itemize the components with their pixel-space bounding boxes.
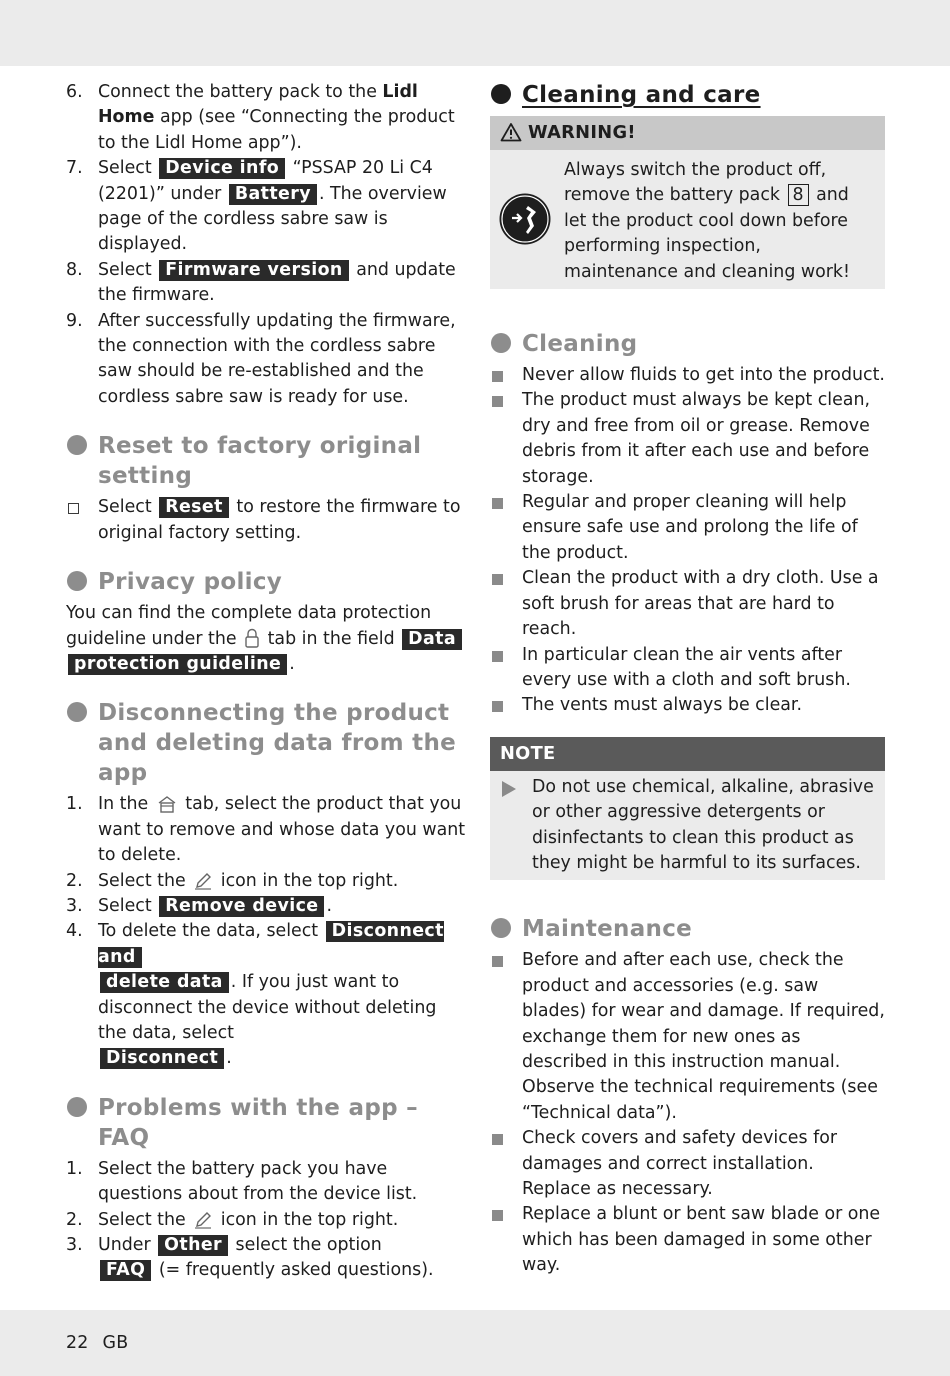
battery-pack-ref: 8 [788,184,809,206]
disconnect-tag: Disconnect [100,1048,224,1069]
faq-steps [66,1157,466,1284]
maintenance-list [490,948,885,1278]
square-bullet-icon [492,371,503,382]
maintenance-heading: Maintenance [490,914,885,944]
left-column [66,80,466,1284]
list-item: Select Reset to restore the firmware to original factory setting. [66,495,466,546]
list-item: 2. Select the icon in the top right. [66,1209,399,1230]
disconnect-steps [66,792,466,1071]
bullet-dot-icon [67,1097,87,1117]
square-bullet-icon [492,1134,503,1145]
privacy-text: You can find the complete data protection guideline under the tab in the field Data protection guideline . [66,601,466,677]
warning-box [490,116,885,289]
disconnect-heading: Disconnecting the product and deleting data from the app [66,698,466,788]
triangle-bullet-icon [502,781,516,797]
list-item: 8. Select Firmware version and update the firmware. [66,259,456,306]
firmware-version-tag: Firmware version [159,260,349,281]
square-bullet-icon [492,1210,503,1221]
square-bullet-icon [492,651,503,662]
list-item: 4. To delete the data, select Disconnect and delete data . If you just want to disconnect the device without deleting the data, select Disconnect . [66,921,444,1069]
list-item: 2. Select the icon in the top right. [66,870,399,891]
delete-data-tag: delete data [100,972,229,993]
disconnect-plug-icon [498,192,552,246]
list-item: In particular clean the air vents after every use with a cloth and soft brush. [490,643,885,694]
list-item: Clean the product with a dry cloth. Use a soft brush for areas that are hard to reach. [490,566,885,642]
note-box [490,737,885,881]
checkbox-bullet-icon [68,503,79,514]
square-bullet-icon [492,396,503,407]
square-bullet-icon [492,701,503,712]
square-bullet-icon [492,498,503,509]
reset-tag: Reset [159,497,229,518]
top-band [0,0,950,66]
bullet-dot-icon [491,84,511,104]
home-icon [157,795,177,813]
protection-guideline-tag: protection guideline [68,654,287,675]
pencil-icon [194,872,212,890]
square-bullet-icon [492,956,503,967]
bullet-dot-icon [491,918,511,938]
cleaning-care-heading: Cleaning and care [490,80,885,110]
lidl-home-label: Lidl Home [98,82,418,128]
list-item: Never allow fluids to get into the product. [490,363,885,388]
list-item: 6. Connect the battery pack to the Lidl Home app (see “Connecting the product to the Lidl Home app”). [66,82,455,153]
list-item: 1. Select the battery pack you have questions about from the device list. [66,1158,418,1205]
warning-triangle-icon [500,122,522,142]
device-info-tag: Device info [159,158,285,179]
list-item: Regular and proper cleaning will help ensure safe use and prolong the life of the product. [490,490,885,566]
faq-heading: Problems with the app – FAQ [66,1093,466,1153]
warning-body: Always switch the product off, remove the battery pack 8 and let the product cool down before performing inspection, maintenance and cleaning work! [490,150,885,289]
bullet-dot-icon [491,333,511,353]
list-item: The product must always be kept clean, dry and free from oil or grease. Remove debris from it after each use and before storage. [490,388,885,490]
pencil-icon [194,1211,212,1229]
list-item: 7. Select Device info “PSSAP 20 Li C4 (2201)” under Battery . The overview page of the cordless sabre saw is displayed. [66,158,447,255]
cleaning-heading: Cleaning [490,329,885,359]
note-header: NOTE [490,737,885,771]
page-footer [66,1331,128,1356]
list-item: 3. Under Other select the option FAQ (= frequently asked questions). [66,1235,434,1281]
privacy-heading: Privacy policy [66,567,466,597]
square-bullet-icon [492,574,503,585]
list-item: 1. In the tab, select the product that you want to remove and whose data you want to delete. [66,794,466,866]
list-item: 9. After successfully updating the firmware, the connection with the cordless sabre saw should be re-established and the cordless sabre saw is ready for use. [66,310,456,407]
battery-tag: Battery [229,184,317,205]
faq-tag: FAQ [100,1260,151,1281]
data-tag: Data [402,629,462,650]
bottom-band [0,1310,950,1376]
reset-heading: Reset to factory original setting [66,431,466,491]
list-item: Check covers and safety devices for damages and correct installation. Replace as necessary. [490,1126,885,1202]
list-item: The vents must always be clear. [490,693,885,718]
right-column [490,80,885,1279]
list-item: Before and after each use, check the product and accessories (e.g. saw blades) for wear and damage. If required, exchange them for new ones as described in this instruction manual. Observe the technical requirements (see “Technical data”). [490,948,885,1126]
bullet-dot-icon [67,571,87,591]
lock-icon [245,628,259,648]
list-item: 3. Select Remove device . [66,895,333,916]
bullet-dot-icon [67,702,87,722]
page-number: 22 [66,1333,89,1353]
bullet-dot-icon [67,435,87,455]
warning-header: WARNING! [490,116,885,150]
disconnect-and-tag: Disconnect and [98,921,444,967]
list-item: Replace a blunt or bent saw blade or one which has been damaged in some other way. [490,1202,885,1278]
other-tag: Other [158,1235,228,1256]
language-code: GB [102,1333,129,1353]
firmware-steps [66,80,466,410]
cleaning-list [490,363,885,719]
remove-device-tag: Remove device [159,896,324,917]
note-body: Do not use chemical, alkaline, abrasive or other aggressive detergents or disinfectants to clean this product as they might be harmful to its surfaces. [490,771,885,881]
